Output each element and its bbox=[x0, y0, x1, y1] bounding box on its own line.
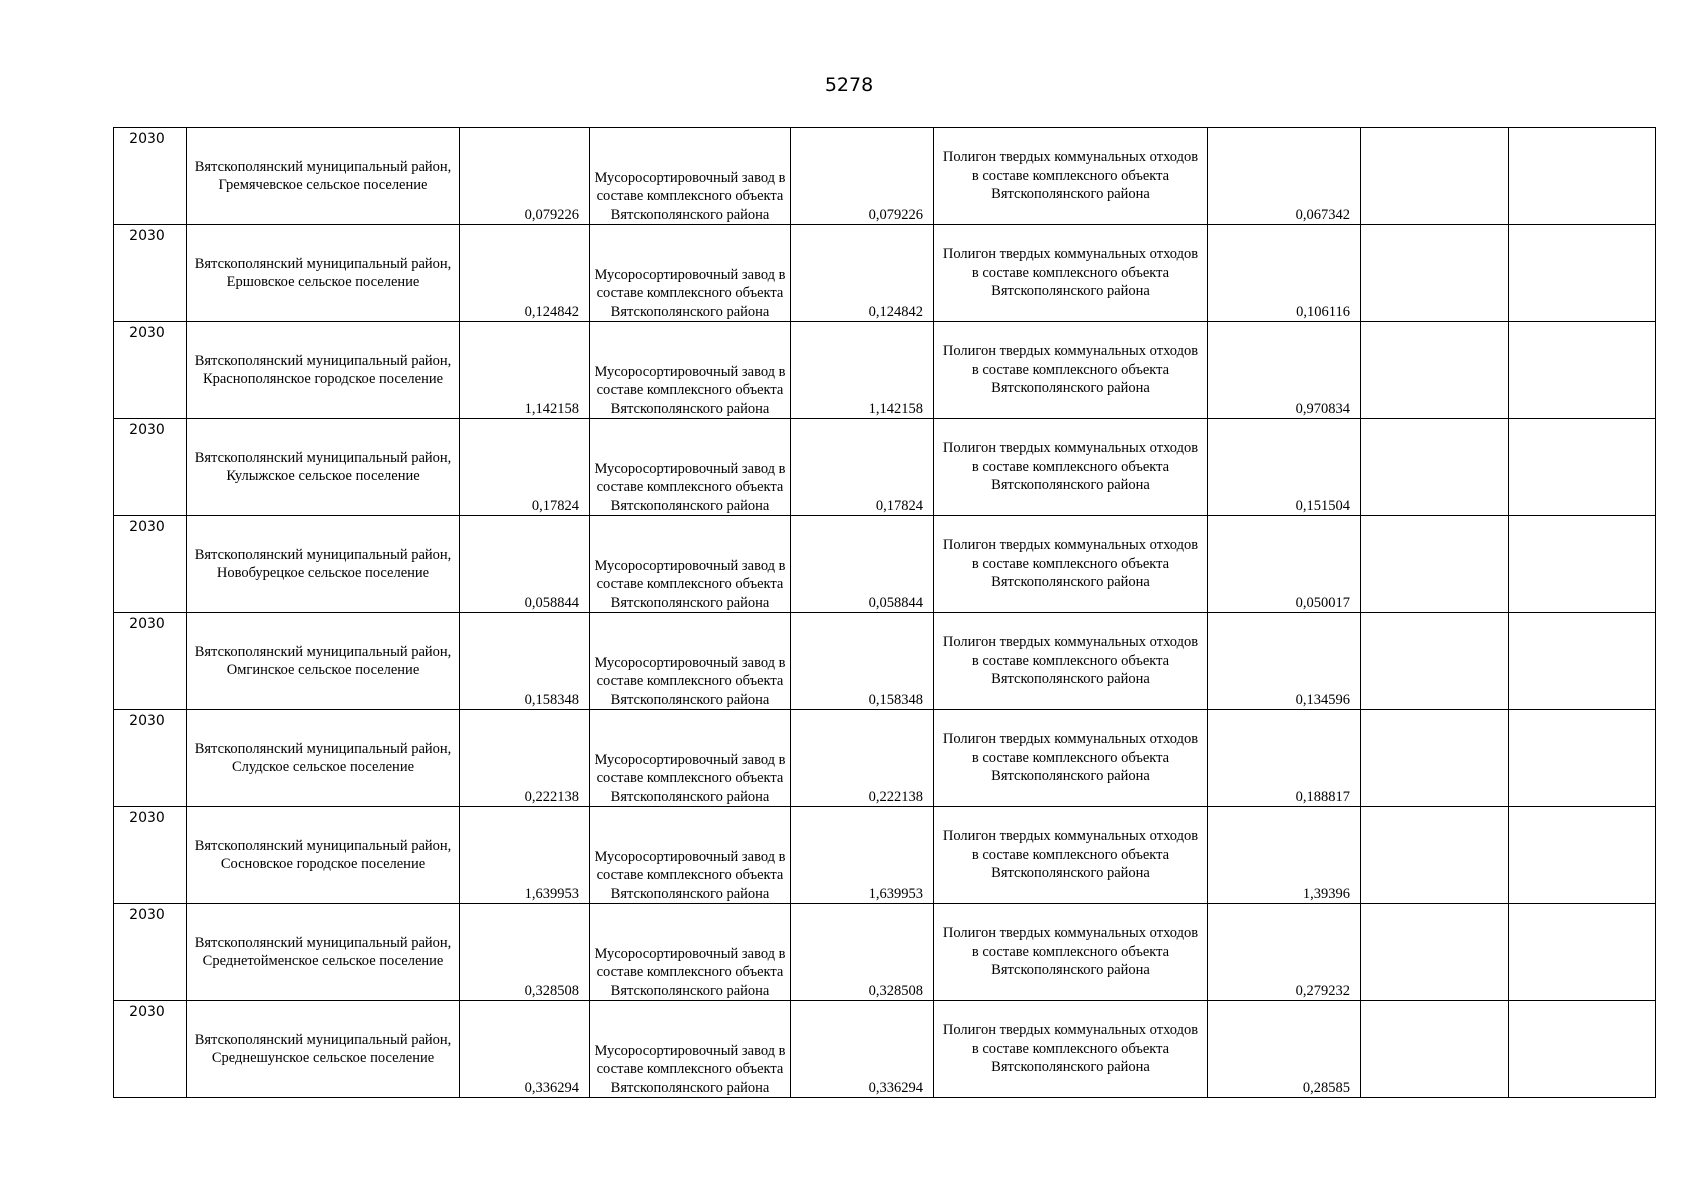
waste-flow-table bbox=[113, 127, 1656, 1098]
sorting-volume-cell: 0,336294 bbox=[791, 1001, 934, 1098]
sorting-facility-cell: Мусоросортировочный завод в составе комплексного объекта Вятскополянского района bbox=[590, 128, 791, 225]
empty-cell bbox=[1509, 516, 1656, 613]
sorting-facility-cell: Мусоросортировочный завод в составе комплексного объекта Вятскополянского района bbox=[590, 807, 791, 904]
landfill-volume-cell: 0,28585 bbox=[1208, 1001, 1361, 1098]
empty-cell bbox=[1361, 904, 1509, 1001]
table-body bbox=[114, 128, 1656, 1098]
year-cell: 2030 bbox=[114, 904, 187, 1001]
source-volume-cell: 1,639953 bbox=[460, 807, 590, 904]
table-row bbox=[114, 419, 1656, 516]
landfill-volume-cell: 0,106116 bbox=[1208, 225, 1361, 322]
sorting-volume-cell: 1,639953 bbox=[791, 807, 934, 904]
sorting-volume-cell: 0,17824 bbox=[791, 419, 934, 516]
source-volume-cell: 0,079226 bbox=[460, 128, 590, 225]
sorting-volume-cell: 0,222138 bbox=[791, 710, 934, 807]
year-cell: 2030 bbox=[114, 419, 187, 516]
empty-cell bbox=[1509, 710, 1656, 807]
source-volume-cell: 0,222138 bbox=[460, 710, 590, 807]
landfill-cell: Полигон твердых коммунальных отходов в составе комплексного объекта Вятскополянского района bbox=[934, 128, 1208, 225]
year-cell: 2030 bbox=[114, 516, 187, 613]
landfill-cell: Полигон твердых коммунальных отходов в составе комплексного объекта Вятскополянского района bbox=[934, 1001, 1208, 1098]
landfill-cell: Полигон твердых коммунальных отходов в составе комплексного объекта Вятскополянского района bbox=[934, 613, 1208, 710]
empty-cell bbox=[1361, 1001, 1509, 1098]
table-row bbox=[114, 904, 1656, 1001]
area-cell: Вятскополянский муниципальный район, Сосновское городское поселение bbox=[187, 807, 460, 904]
empty-cell bbox=[1509, 128, 1656, 225]
empty-cell bbox=[1509, 613, 1656, 710]
area-cell: Вятскополянский муниципальный район, Омгинское сельское поселение bbox=[187, 613, 460, 710]
table-row bbox=[114, 516, 1656, 613]
empty-cell bbox=[1361, 516, 1509, 613]
empty-cell bbox=[1509, 1001, 1656, 1098]
sorting-volume-cell: 0,158348 bbox=[791, 613, 934, 710]
sorting-volume-cell: 0,124842 bbox=[791, 225, 934, 322]
landfill-volume-cell: 0,279232 bbox=[1208, 904, 1361, 1001]
empty-cell bbox=[1361, 710, 1509, 807]
source-volume-cell: 0,124842 bbox=[460, 225, 590, 322]
table-row bbox=[114, 225, 1656, 322]
area-cell: Вятскополянский муниципальный район, Среднетойменское сельское поселение bbox=[187, 904, 460, 1001]
table-row bbox=[114, 128, 1656, 225]
sorting-volume-cell: 0,328508 bbox=[791, 904, 934, 1001]
empty-cell bbox=[1361, 807, 1509, 904]
landfill-volume-cell: 1,39396 bbox=[1208, 807, 1361, 904]
landfill-cell: Полигон твердых коммунальных отходов в составе комплексного объекта Вятскополянского района bbox=[934, 225, 1208, 322]
area-cell: Вятскополянский муниципальный район, Новобурецкое сельское поселение bbox=[187, 516, 460, 613]
table-row bbox=[114, 1001, 1656, 1098]
empty-cell bbox=[1509, 904, 1656, 1001]
area-cell: Вятскополянский муниципальный район, Среднешунское сельское поселение bbox=[187, 1001, 460, 1098]
year-cell: 2030 bbox=[114, 710, 187, 807]
sorting-volume-cell: 0,079226 bbox=[791, 128, 934, 225]
empty-cell bbox=[1361, 225, 1509, 322]
landfill-volume-cell: 0,151504 bbox=[1208, 419, 1361, 516]
empty-cell bbox=[1361, 419, 1509, 516]
landfill-volume-cell: 0,067342 bbox=[1208, 128, 1361, 225]
landfill-cell: Полигон твердых коммунальных отходов в составе комплексного объекта Вятскополянского района bbox=[934, 322, 1208, 419]
table-row bbox=[114, 613, 1656, 710]
source-volume-cell: 0,058844 bbox=[460, 516, 590, 613]
year-cell: 2030 bbox=[114, 225, 187, 322]
year-cell: 2030 bbox=[114, 1001, 187, 1098]
landfill-cell: Полигон твердых коммунальных отходов в составе комплексного объекта Вятскополянского района bbox=[934, 904, 1208, 1001]
sorting-volume-cell: 0,058844 bbox=[791, 516, 934, 613]
sorting-facility-cell: Мусоросортировочный завод в составе комплексного объекта Вятскополянского района bbox=[590, 1001, 791, 1098]
empty-cell bbox=[1361, 613, 1509, 710]
area-cell: Вятскополянский муниципальный район, Кулыжское сельское поселение bbox=[187, 419, 460, 516]
year-cell: 2030 bbox=[114, 613, 187, 710]
empty-cell bbox=[1361, 128, 1509, 225]
landfill-cell: Полигон твердых коммунальных отходов в составе комплексного объекта Вятскополянского района bbox=[934, 419, 1208, 516]
area-cell: Вятскополянский муниципальный район, Слудское сельское поселение bbox=[187, 710, 460, 807]
empty-cell bbox=[1509, 419, 1656, 516]
source-volume-cell: 0,158348 bbox=[460, 613, 590, 710]
sorting-volume-cell: 1,142158 bbox=[791, 322, 934, 419]
area-cell: Вятскополянский муниципальный район, Гремячевское сельское поселение bbox=[187, 128, 460, 225]
landfill-volume-cell: 0,970834 bbox=[1208, 322, 1361, 419]
table-row bbox=[114, 710, 1656, 807]
landfill-volume-cell: 0,050017 bbox=[1208, 516, 1361, 613]
sorting-facility-cell: Мусоросортировочный завод в составе комплексного объекта Вятскополянского района bbox=[590, 904, 791, 1001]
year-cell: 2030 bbox=[114, 128, 187, 225]
sorting-facility-cell: Мусоросортировочный завод в составе комплексного объекта Вятскополянского района bbox=[590, 710, 791, 807]
source-volume-cell: 0,336294 bbox=[460, 1001, 590, 1098]
empty-cell bbox=[1361, 322, 1509, 419]
source-volume-cell: 0,17824 bbox=[460, 419, 590, 516]
page-number: 5278 bbox=[824, 74, 874, 96]
empty-cell bbox=[1509, 807, 1656, 904]
year-cell: 2030 bbox=[114, 322, 187, 419]
area-cell: Вятскополянский муниципальный район, Ершовское сельское поселение bbox=[187, 225, 460, 322]
sorting-facility-cell: Мусоросортировочный завод в составе комплексного объекта Вятскополянского района bbox=[590, 419, 791, 516]
landfill-cell: Полигон твердых коммунальных отходов в составе комплексного объекта Вятскополянского района bbox=[934, 807, 1208, 904]
table-row bbox=[114, 807, 1656, 904]
sorting-facility-cell: Мусоросортировочный завод в составе комплексного объекта Вятскополянского района bbox=[590, 322, 791, 419]
sorting-facility-cell: Мусоросортировочный завод в составе комплексного объекта Вятскополянского района bbox=[590, 613, 791, 710]
landfill-volume-cell: 0,188817 bbox=[1208, 710, 1361, 807]
area-cell: Вятскополянский муниципальный район, Краснополянское городское поселение bbox=[187, 322, 460, 419]
sorting-facility-cell: Мусоросортировочный завод в составе комплексного объекта Вятскополянского района bbox=[590, 516, 791, 613]
landfill-cell: Полигон твердых коммунальных отходов в составе комплексного объекта Вятскополянского района bbox=[934, 710, 1208, 807]
year-cell: 2030 bbox=[114, 807, 187, 904]
landfill-cell: Полигон твердых коммунальных отходов в составе комплексного объекта Вятскополянского района bbox=[934, 516, 1208, 613]
empty-cell bbox=[1509, 225, 1656, 322]
table-row bbox=[114, 322, 1656, 419]
source-volume-cell: 0,328508 bbox=[460, 904, 590, 1001]
landfill-volume-cell: 0,134596 bbox=[1208, 613, 1361, 710]
source-volume-cell: 1,142158 bbox=[460, 322, 590, 419]
empty-cell bbox=[1509, 322, 1656, 419]
sorting-facility-cell: Мусоросортировочный завод в составе комплексного объекта Вятскополянского района bbox=[590, 225, 791, 322]
